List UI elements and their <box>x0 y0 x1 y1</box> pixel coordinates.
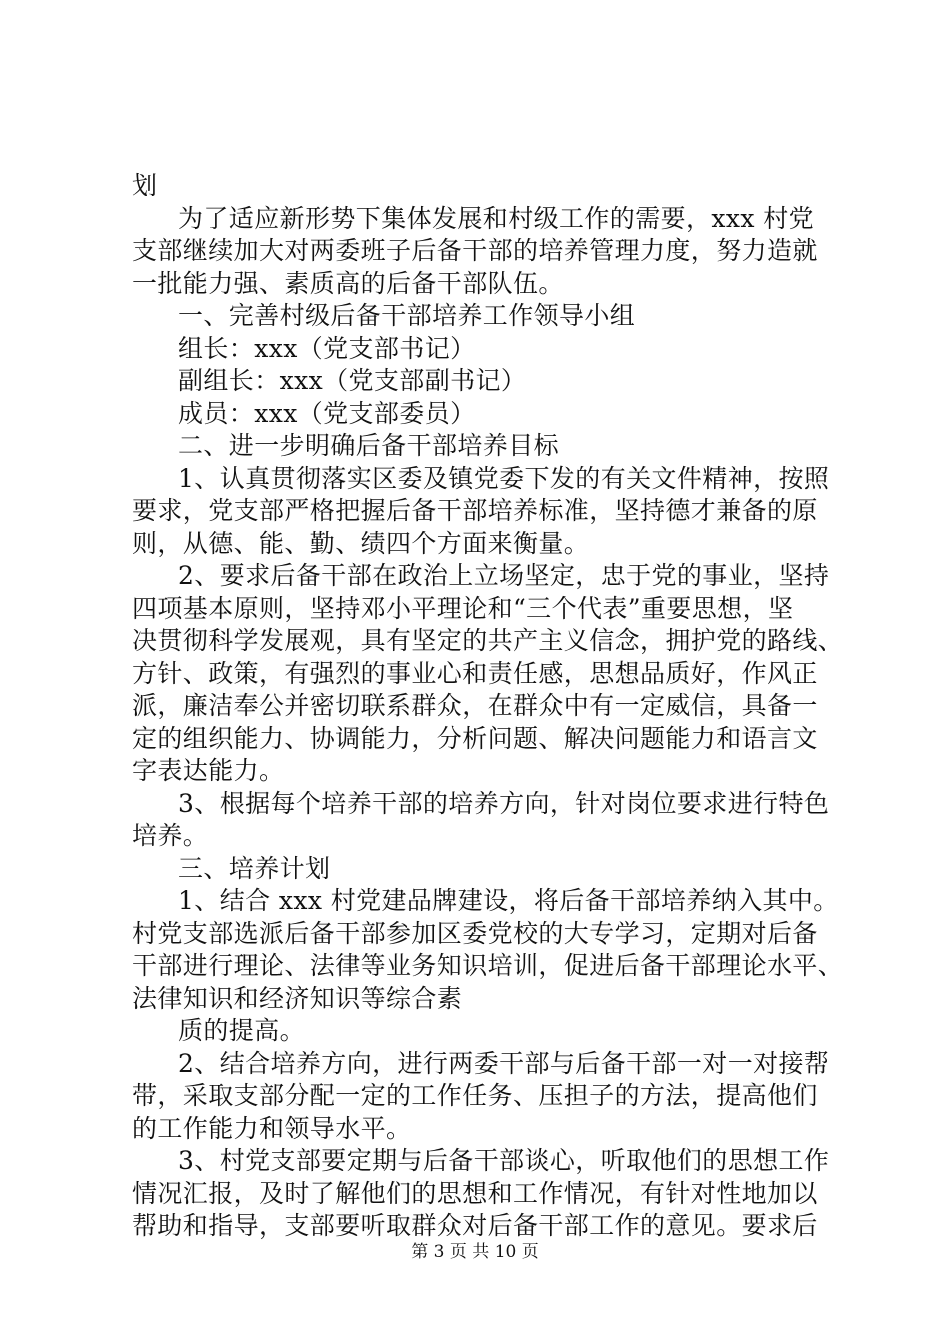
document-body <box>132 170 844 1243</box>
text-line: 支部继续加大对两委班子后备干部的培养管理力度，努力造就 <box>132 236 818 265</box>
text-line: 2、结合培养方向，进行两委干部与后备干部一对一对接帮 <box>178 1048 830 1078</box>
text-line: 则，从德、能、勤、绩四个方面来衡量。 <box>132 528 590 558</box>
text-line: 3、村党支部要定期与后备干部谈心，听取他们的思想工作 <box>178 1146 830 1175</box>
text-line: 成员：xxx（党支部委员） <box>178 398 476 428</box>
text-line: 决贯彻科学发展观，具有坚定的共产主义信念，拥护党的路线、 <box>132 626 844 655</box>
text-line: 组长：xxx（党支部书记） <box>178 333 476 363</box>
page-footer: 第 3 页 共 10 页 <box>411 1242 539 1262</box>
text-line: 三、培养计划 <box>178 853 331 883</box>
text-line: 情况汇报，及时了解他们的思想和工作情况，有针对性地加以 <box>132 1178 818 1208</box>
text-line: 派，廉洁奉公并密切联系群众，在群众中有一定威信，具备一 <box>132 691 818 720</box>
text-line: 1、结合 xxx 村党建品牌建设，将后备干部培养纳入其中。 <box>178 886 839 915</box>
text-line: 划 <box>132 171 158 200</box>
text-line: 质的提高。 <box>178 1016 306 1045</box>
text-line: 一、完善村级后备干部培养工作领导小组 <box>178 301 636 330</box>
text-line: 带，采取支部分配一定的工作任务、压担子的方法，提高他们 <box>132 1081 818 1110</box>
text-line: 四项基本原则，坚持邓小平理论和“三个代表”重要思想，坚 <box>132 593 794 623</box>
text-line: 帮助和指导，支部要听取群众对后备干部工作的意见。要求后 <box>132 1211 818 1240</box>
text-line: 2、要求后备干部在政治上立场坚定，忠于党的事业，坚持 <box>178 561 830 590</box>
text-line: 要求，党支部严格把握后备干部培养标准，坚持德才兼备的原 <box>132 496 818 525</box>
text-line: 村党支部选派后备干部参加区委党校的大专学习，定期对后备 <box>132 918 818 948</box>
text-line: 干部进行理论、法律等业务知识培训，促进后备干部理论水平、 <box>132 951 844 980</box>
text-line: 方针、政策，有强烈的事业心和责任感，思想品质好，作风正 <box>132 658 818 688</box>
text-line: 3、根据每个培养干部的培养方向，针对岗位要求进行特色 <box>178 788 830 818</box>
text-line: 的工作能力和领导水平。 <box>132 1113 412 1143</box>
text-line: 定的组织能力、协调能力，分析问题、解决问题能力和语言文 <box>132 723 818 753</box>
text-line: 字表达能力。 <box>132 756 285 785</box>
text-line: 1、认真贯彻落实区委及镇党委下发的有关文件精神，按照 <box>178 463 830 493</box>
text-line: 为了适应新形势下集体发展和村级工作的需要，xxx 村党 <box>178 203 815 233</box>
text-line: 培养。 <box>132 821 209 850</box>
text-line: 一批能力强、素质高的后备干部队伍。 <box>132 268 564 298</box>
text-line: 法律知识和经济知识等综合素 <box>132 983 463 1013</box>
text-line: 二、进一步明确后备干部培养目标 <box>178 431 560 460</box>
text-line: 副组长：xxx（党支部副书记） <box>178 366 527 395</box>
